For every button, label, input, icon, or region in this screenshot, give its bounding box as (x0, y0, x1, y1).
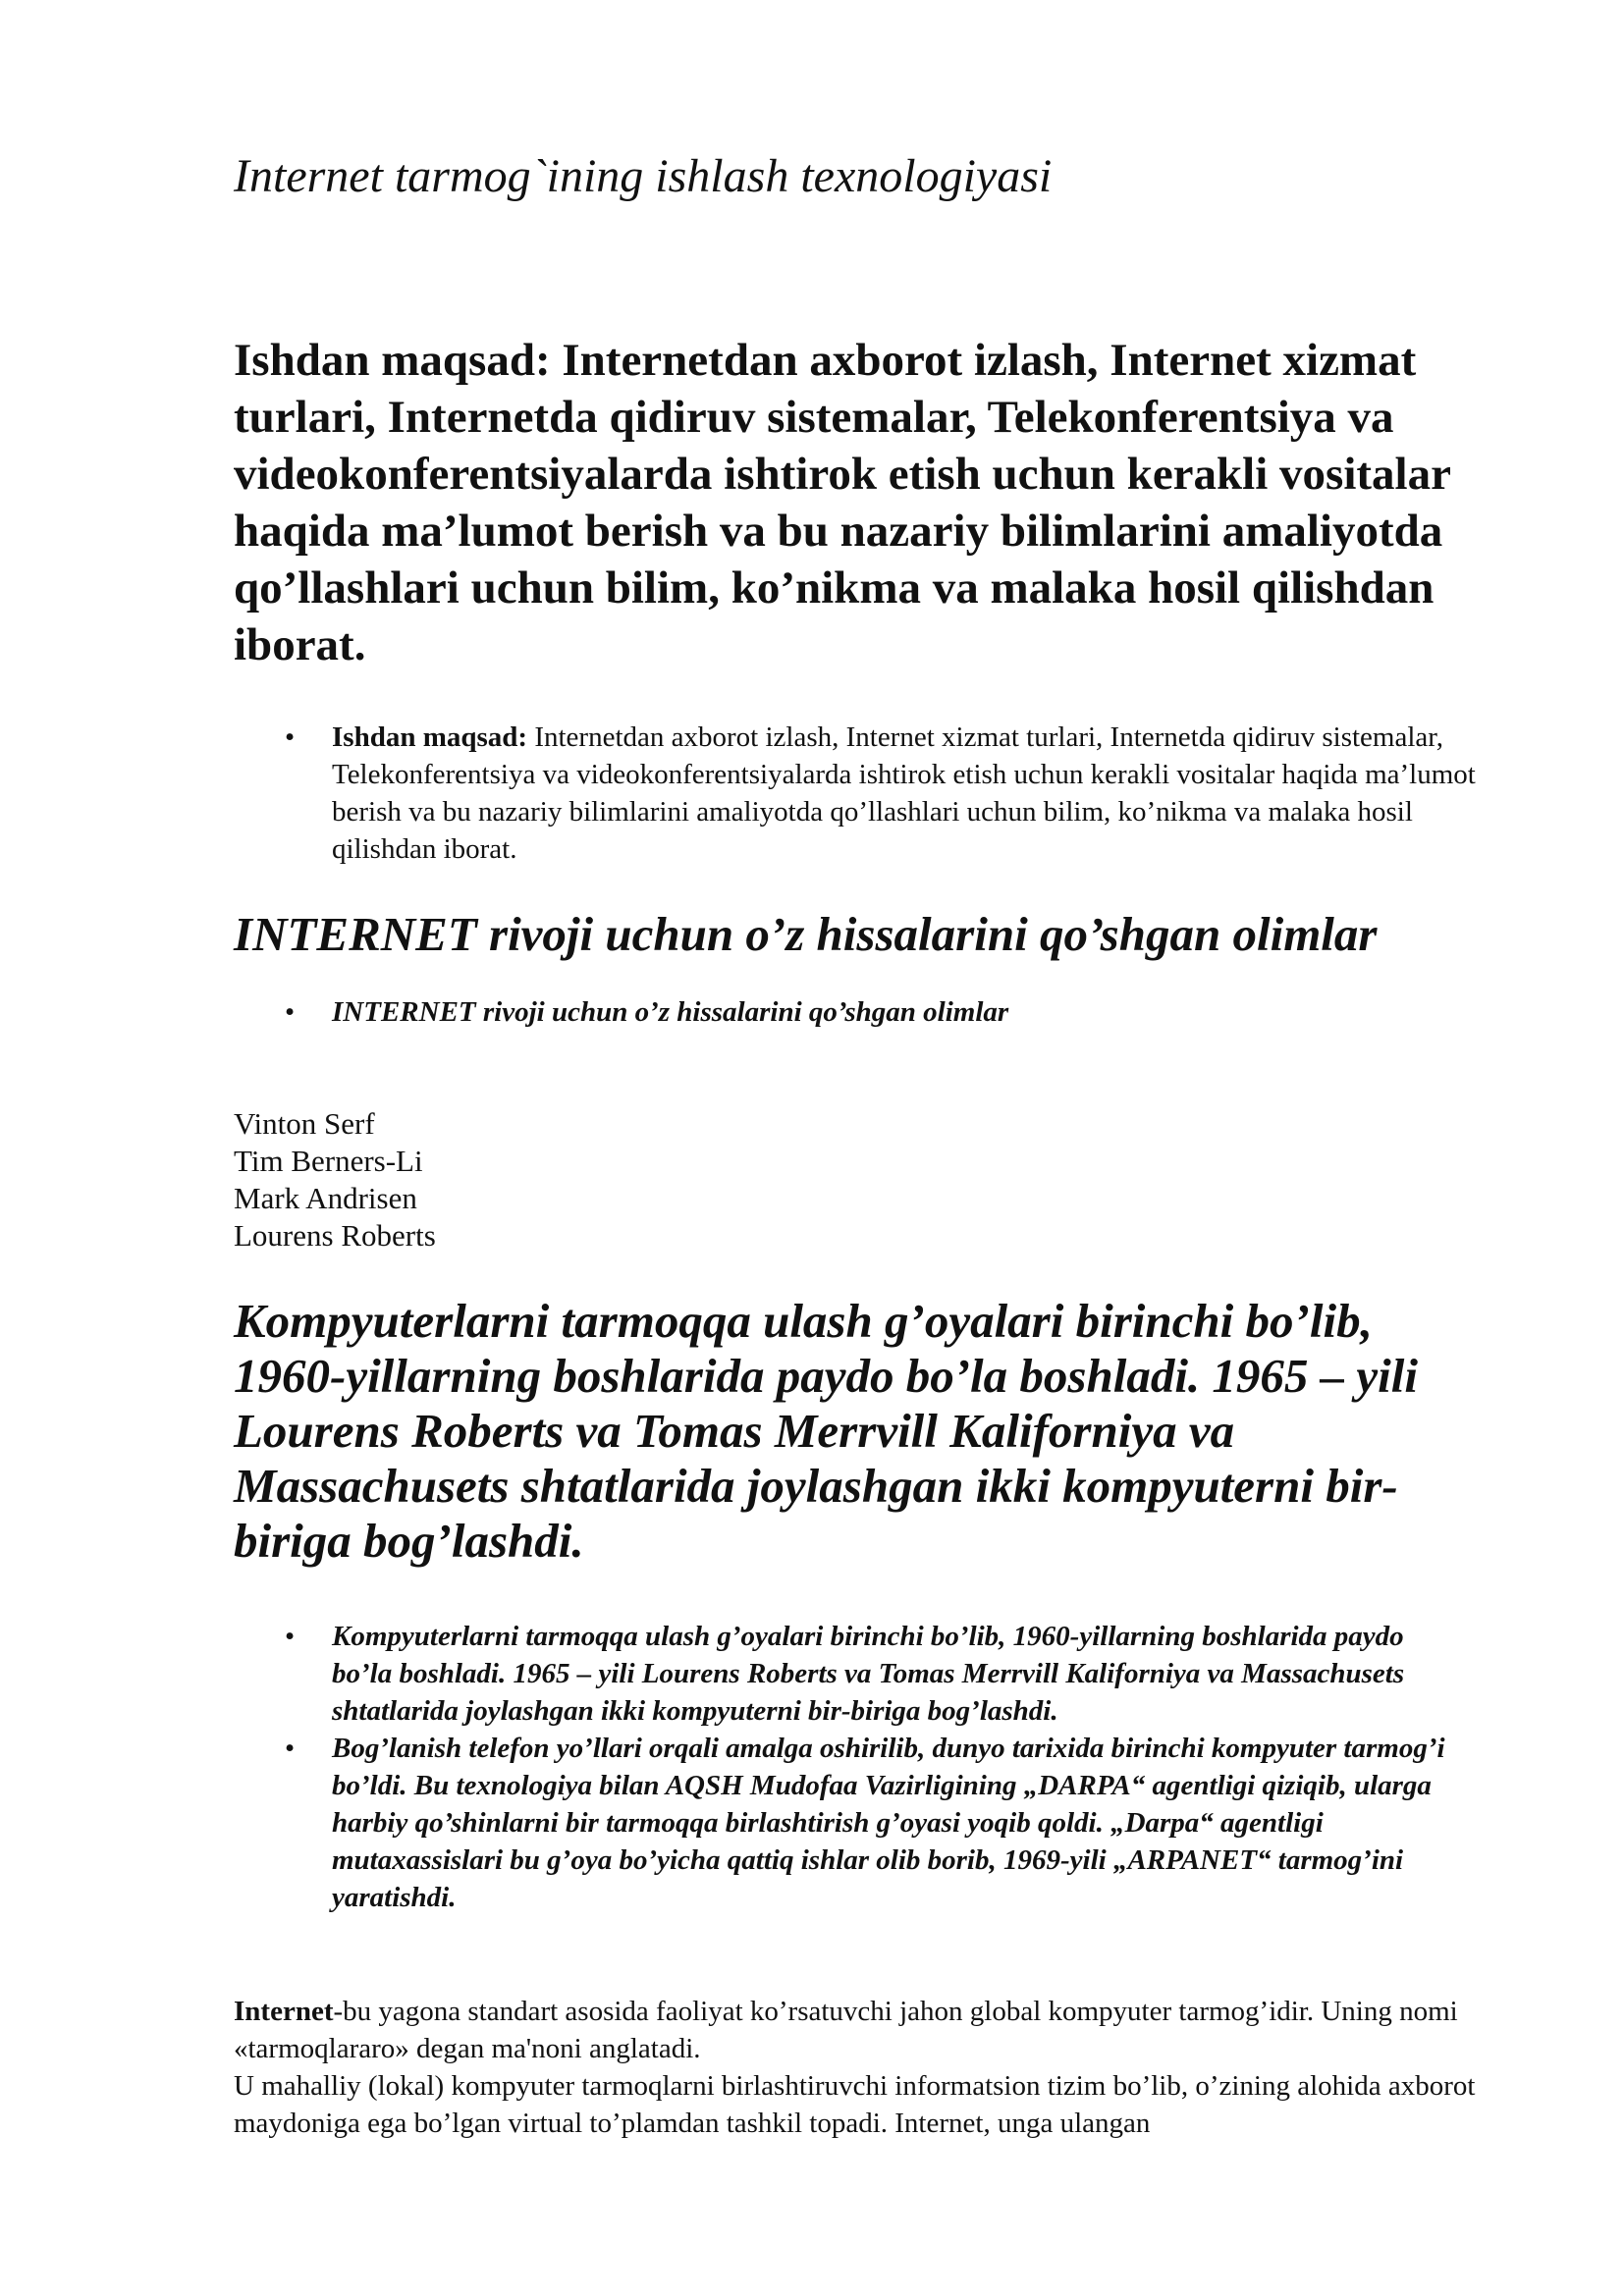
definition-section (234, 1993, 1510, 2142)
purpose-text: Internetdan axborot izlash, Internet xizmat turlari, Internetda qidiruv sistemalar, Telekonferentsiya va videokonferentsiyalarda ishtirok etish uchun kerakli vositalar haqida ma’lumot berish va bu nazariy bilimlarini amaliyotda qo’llashlari uchun bilim, ko’nikma va malaka hosil qilishdan iborat. (332, 721, 1476, 865)
definition-paragraph (234, 1993, 1510, 2067)
internet-list (234, 993, 1510, 1031)
definition-text: -bu yagona standart asosida faoliyat ko’rsatuvchi jahon global kompyuter tarmog’idir. Uning nomi «tarmoqlararo» degan ma'noni anglatadi. (234, 1996, 1458, 2064)
definition-term: Internet (234, 1996, 334, 2027)
scientist-name: Mark Andrisen (234, 1181, 417, 1215)
history-heading: Kompyuterlarni tarmoqqa ulash g’oyalari birinchi bo’lib, 1960-yillarning boshlarida paydo bo’la boshladi. 1965 – yili Lourens Roberts va Tomas Merrvill Kaliforniya va Massachusets shtatlarida joylashgan ikki kompyuterni bir-biriga bog’lashdi. (234, 1294, 1419, 1568)
internet-heading: INTERNET rivoji uchun o’z hissalarini qo’shgan olimlar (234, 907, 1378, 961)
scientist-name: Tim Berners-Li (234, 1144, 423, 1178)
body-paragraph: U mahalliy (lokal) kompyuter tarmoqlarni birlashtiruvchi informatsion tizim bo’lib, o’zining alohida axborot maydoniga ega bo’lgan virtual to’plamdan tashkil topadi. Internet, unga ulangan (234, 2070, 1476, 2139)
history-list (234, 1618, 1510, 1916)
history-list-item: • Kompyuterlarni tarmoqqa ulash g’oyalari birinchi bo’lib, 1960-yillarning boshlarida paydo bo’la boshladi. 1965 – yili Lourens Roberts va Tomas Merrvill Kaliforniya va Massachusets shtatlarida joylashgan ikki kompyuterni bir-biriga bog’lashdi. (234, 1618, 1471, 1730)
scientist-name: Vinton Serf (234, 1106, 375, 1141)
purpose-list-item (234, 719, 1510, 868)
history-list-item: • Bog’lanish telefon yo’llari orqali amalga oshirilib, dunyo tarixida birinchi kompyuter tarmog’i bo’ldi. Bu texnologiya bilan AQSH Mudofaa Vazirligining „DARPA“ agentligi qiziqib, ularga harbiy qo’shinlarni bir tarmoqqa birlashtirish g’oyasi yoqib qoldi. „Darpa“ agentligi mutaxassislari bu g’oya bo’yicha qattiq ishlar olib borib, 1969-yili „ARPANET“ tarmog’ini yaratishdi. (234, 1730, 1471, 1916)
scientist-name: Lourens Roberts (234, 1218, 436, 1253)
internet-list-item: • INTERNET rivoji uchun o’z hissalarini qo’shgan olimlar (234, 993, 1510, 1031)
purpose-list (234, 719, 1510, 868)
document-page (234, 147, 1510, 2142)
page-title: Internet tarmog`ining ishlash texnologiyasi (234, 150, 1053, 202)
purpose-label: Ishdan maqsad: (332, 721, 528, 753)
scientist-list (234, 1105, 1510, 1255)
purpose-heading: Ishdan maqsad: Internetdan axborot izlash, Internet xizmat turlari, Internetda qidiruv sistemalar, Telekonferentsiya va videokonferentsiyalarda ishtirok etish uchun kerakli vositalar haqida ma’lumot berish va bu nazariy bilimlarini amaliyotda qo’llashlari uchun bilim, ko’nikma va malaka hosil qilishdan iborat. (234, 335, 1451, 670)
